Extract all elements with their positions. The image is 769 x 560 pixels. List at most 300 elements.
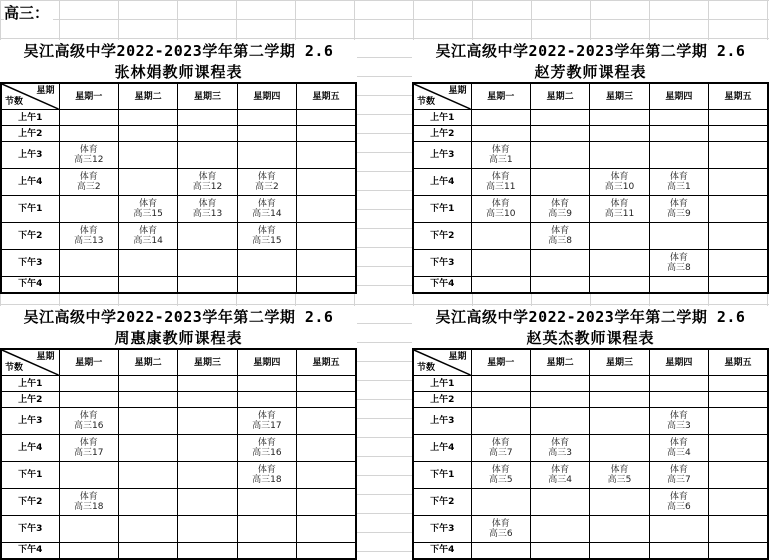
schedule-cell [471, 392, 530, 408]
class-text: 高三6 [488, 529, 513, 539]
table-row [1, 408, 356, 435]
schedule-cell [118, 169, 177, 196]
subject-text: 体育 [79, 438, 98, 448]
timetable-panel [412, 40, 769, 294]
period-label: 上午1 [413, 376, 471, 392]
period-label: 上午1 [1, 376, 59, 392]
schedule-cell [178, 250, 237, 277]
schedule-cell [59, 110, 118, 126]
schedule-cell [237, 250, 296, 277]
schedule-cell [178, 277, 237, 293]
schedule-cell [118, 516, 177, 543]
table-row [1, 516, 356, 543]
corner-day-label: 星期 [448, 352, 467, 362]
schedule-cell [530, 223, 589, 250]
class-text: 高三2 [255, 182, 279, 192]
schedule-cell [237, 142, 296, 169]
table-row [1, 376, 356, 392]
schedule-cell [590, 126, 649, 142]
schedule-cell [118, 543, 177, 559]
schedule-cell [649, 489, 708, 516]
schedule-cell [59, 543, 118, 559]
period-label: 下午2 [1, 223, 59, 250]
schedule-cell [530, 142, 589, 169]
table-row [1, 435, 356, 462]
class-text: 高三6 [667, 502, 691, 512]
day-header: 星期三 [178, 349, 237, 376]
period-label: 下午4 [413, 277, 471, 293]
class-text: 高三3 [667, 421, 691, 431]
table-row [1, 223, 356, 250]
class-text: 高三14 [133, 236, 163, 246]
schedule-cell [237, 169, 296, 196]
schedule-cell [530, 392, 589, 408]
subject-text: 体育 [551, 438, 570, 448]
day-header: 星期五 [297, 83, 356, 110]
schedule-cell [649, 376, 708, 392]
schedule-cell [649, 126, 708, 142]
schedule-cell [59, 169, 118, 196]
schedule-cell [649, 169, 708, 196]
subject-text: 体育 [257, 438, 276, 448]
period-label: 下午2 [413, 489, 471, 516]
schedule-cell [297, 408, 356, 435]
schedule-cell [530, 250, 589, 277]
table-row [1, 169, 356, 196]
subject-text: 体育 [257, 465, 276, 475]
class-text: 高三17 [252, 421, 282, 431]
day-header: 星期一 [59, 349, 118, 376]
subject-text: 体育 [198, 199, 217, 209]
schedule-cell [530, 126, 589, 142]
day-header: 星期一 [59, 83, 118, 110]
sheet-title: 高三： [4, 2, 53, 23]
corner-period-label: 节数 [417, 363, 436, 373]
schedule-cell [118, 110, 177, 126]
class-text: 高三8 [667, 263, 691, 273]
subject-text: 体育 [669, 465, 688, 475]
corner-header [413, 349, 471, 376]
period-label: 上午3 [1, 142, 59, 169]
schedule-cell [649, 110, 708, 126]
class-text: 高三11 [485, 182, 516, 192]
teacher-timetable-title: 赵芳教师课程表 [534, 63, 647, 81]
schedule-cell [297, 543, 356, 559]
subject-text: 体育 [669, 411, 688, 421]
corner-day-label: 星期 [36, 86, 55, 96]
period-label: 上午3 [413, 142, 471, 169]
class-text: 高三3 [548, 448, 572, 458]
school-term-heading: 吴江高级中学2022-2023学年第二学期 2.6 [435, 42, 746, 60]
table-row [413, 142, 768, 169]
subject-text: 体育 [79, 492, 98, 502]
period-label: 上午2 [1, 126, 59, 142]
schedule-cell [59, 223, 118, 250]
corner-header [1, 349, 59, 376]
class-text: 高三16 [252, 448, 282, 458]
schedule-cell [178, 196, 237, 223]
schedule-cell [178, 516, 237, 543]
table-row [413, 392, 768, 408]
day-header: 星期五 [709, 349, 768, 376]
schedule-cell [471, 110, 530, 126]
schedule-cell [709, 110, 768, 126]
schedule-cell [590, 142, 649, 169]
schedule-cell [118, 126, 177, 142]
schedule-cell [237, 489, 296, 516]
schedule-cell [59, 376, 118, 392]
day-header: 星期四 [649, 83, 708, 110]
schedule-cell [530, 462, 589, 489]
day-header: 星期一 [471, 83, 530, 110]
day-header: 星期五 [297, 349, 356, 376]
period-label: 上午1 [413, 110, 471, 126]
class-text: 高三15 [252, 236, 282, 246]
subject-text: 体育 [610, 172, 629, 182]
timetable-grid [412, 348, 769, 560]
schedule-cell [530, 408, 589, 435]
schedule-cell [709, 543, 768, 559]
period-label: 下午4 [413, 543, 471, 559]
schedule-cell [297, 277, 356, 293]
period-label: 上午4 [1, 169, 59, 196]
table-row [1, 126, 356, 142]
table-row [1, 250, 356, 277]
schedule-cell [471, 196, 530, 223]
day-header: 星期二 [530, 83, 589, 110]
schedule-cell [237, 376, 296, 392]
schedule-cell [471, 435, 530, 462]
day-header: 星期四 [237, 349, 296, 376]
schedule-cell [590, 250, 649, 277]
schedule-cell [237, 196, 296, 223]
schedule-cell [178, 110, 237, 126]
subject-text: 体育 [551, 199, 570, 209]
schedule-cell [297, 489, 356, 516]
subject-text: 体育 [491, 199, 510, 209]
period-label: 下午1 [1, 462, 59, 489]
schedule-cell [59, 250, 118, 277]
school-term-heading: 吴江高级中学2022-2023学年第二学期 2.6 [23, 308, 334, 326]
schedule-cell [59, 392, 118, 408]
class-text: 高三17 [73, 448, 104, 458]
class-text: 高三8 [548, 236, 572, 246]
subject-text: 体育 [610, 199, 629, 209]
corner-header [1, 83, 59, 110]
timetable-panel [412, 306, 769, 560]
schedule-cell [530, 489, 589, 516]
schedule-cell [530, 196, 589, 223]
schedule-cell [530, 376, 589, 392]
schedule-cell [709, 277, 768, 293]
schedule-cell [59, 196, 118, 223]
schedule-cell [590, 392, 649, 408]
schedule-cell [237, 462, 296, 489]
schedule-cell [118, 408, 177, 435]
table-row [413, 250, 768, 277]
schedule-cell [297, 392, 356, 408]
schedule-cell [178, 376, 237, 392]
table-row [413, 435, 768, 462]
schedule-cell [297, 376, 356, 392]
class-text: 高三10 [604, 182, 635, 192]
class-text: 高三4 [667, 448, 691, 458]
teacher-timetable-title: 赵英杰教师课程表 [526, 329, 655, 347]
day-header: 星期二 [530, 349, 589, 376]
schedule-cell [530, 435, 589, 462]
table-row [1, 462, 356, 489]
schedule-cell [471, 543, 530, 559]
subject-text: 体育 [551, 465, 570, 475]
schedule-cell [709, 376, 768, 392]
schedule-cell [297, 435, 356, 462]
table-row [1, 110, 356, 126]
school-term-heading: 吴江高级中学2022-2023学年第二学期 2.6 [23, 42, 334, 60]
table-row [413, 462, 768, 489]
period-label: 上午4 [1, 435, 59, 462]
schedule-cell [297, 223, 356, 250]
schedule-cell [178, 392, 237, 408]
schedule-cell [649, 196, 708, 223]
day-header: 星期二 [118, 83, 177, 110]
schedule-cell [649, 223, 708, 250]
subject-text: 体育 [79, 226, 98, 236]
schedule-cell [118, 196, 177, 223]
schedule-cell [178, 462, 237, 489]
subject-text: 体育 [139, 226, 158, 236]
table-row [413, 376, 768, 392]
schedule-cell [649, 462, 708, 489]
subject-text: 体育 [610, 465, 629, 475]
schedule-cell [471, 169, 530, 196]
schedule-cell [178, 126, 237, 142]
schedule-cell [649, 543, 708, 559]
schedule-cell [649, 250, 708, 277]
corner-period-label: 节数 [5, 97, 24, 107]
schedule-cell [178, 435, 237, 462]
schedule-cell [709, 516, 768, 543]
schedule-cell [237, 277, 296, 293]
schedule-cell [590, 376, 649, 392]
class-text: 高三15 [133, 209, 163, 219]
day-header: 星期一 [471, 349, 530, 376]
period-label: 上午1 [1, 110, 59, 126]
schedule-cell [709, 392, 768, 408]
schedule-cell [471, 277, 530, 293]
schedule-cell [649, 142, 708, 169]
subject-text: 体育 [491, 145, 510, 155]
schedule-cell [59, 142, 118, 169]
schedule-cell [471, 462, 530, 489]
timetable-grid [0, 348, 357, 560]
schedule-cell [237, 223, 296, 250]
schedule-cell [471, 126, 530, 142]
table-row [413, 543, 768, 559]
schedule-cell [237, 516, 296, 543]
class-text: 高三7 [667, 475, 691, 485]
period-label: 上午2 [413, 126, 471, 142]
schedule-cell [118, 435, 177, 462]
class-text: 高三14 [252, 209, 282, 219]
schedule-cell [590, 543, 649, 559]
schedule-cell [59, 126, 118, 142]
class-text: 高三1 [488, 155, 513, 165]
timetable-grid [0, 82, 357, 294]
period-label: 下午2 [413, 223, 471, 250]
schedule-cell [59, 516, 118, 543]
schedule-cell [590, 462, 649, 489]
schedule-cell [59, 462, 118, 489]
period-label: 下午1 [413, 462, 471, 489]
schedule-cell [590, 223, 649, 250]
class-text: 高三13 [73, 236, 104, 246]
class-text: 高三2 [76, 182, 101, 192]
class-text: 高三18 [73, 502, 104, 512]
teacher-timetable-title: 周惠康教师课程表 [114, 329, 243, 347]
class-text: 高三12 [73, 155, 104, 165]
schedule-cell [118, 489, 177, 516]
schedule-cell [649, 392, 708, 408]
corner-day-label: 星期 [448, 86, 467, 96]
period-label: 上午4 [413, 169, 471, 196]
schedule-cell [709, 196, 768, 223]
subject-text: 体育 [491, 465, 510, 475]
schedule-cell [297, 142, 356, 169]
period-label: 上午2 [1, 392, 59, 408]
class-text: 高三1 [667, 182, 691, 192]
class-text: 高三5 [488, 475, 513, 485]
schedule-cell [709, 489, 768, 516]
class-text: 高三4 [548, 475, 572, 485]
schedule-cell [118, 277, 177, 293]
schedule-cell [178, 223, 237, 250]
day-header: 星期四 [649, 349, 708, 376]
schedule-cell [178, 543, 237, 559]
schedule-cell [709, 142, 768, 169]
schedule-cell [237, 435, 296, 462]
table-row [1, 543, 356, 559]
period-label: 下午2 [1, 489, 59, 516]
table-row [413, 110, 768, 126]
schedule-cell [297, 516, 356, 543]
subject-text: 体育 [79, 145, 98, 155]
schedule-cell [237, 110, 296, 126]
subject-text: 体育 [491, 438, 510, 448]
table-row [1, 392, 356, 408]
schedule-cell [178, 142, 237, 169]
subject-text: 体育 [79, 411, 98, 421]
corner-day-label: 星期 [36, 352, 55, 362]
day-header: 星期三 [178, 83, 237, 110]
schedule-cell [709, 169, 768, 196]
subject-text: 体育 [669, 492, 688, 502]
schedule-cell [471, 408, 530, 435]
school-term-heading: 吴江高级中学2022-2023学年第二学期 2.6 [435, 308, 746, 326]
subject-text: 体育 [257, 199, 276, 209]
schedule-cell [709, 250, 768, 277]
corner-period-label: 节数 [417, 97, 436, 107]
period-label: 下午3 [1, 250, 59, 277]
day-header: 星期三 [590, 349, 649, 376]
schedule-cell [590, 169, 649, 196]
subject-text: 体育 [491, 519, 510, 529]
schedule-cell [297, 462, 356, 489]
subject-text: 体育 [257, 172, 276, 182]
subject-text: 体育 [669, 438, 688, 448]
schedule-cell [59, 277, 118, 293]
day-header: 星期二 [118, 349, 177, 376]
corner-header [413, 83, 471, 110]
schedule-cell [178, 408, 237, 435]
schedule-cell [709, 126, 768, 142]
schedule-cell [590, 435, 649, 462]
schedule-cell [590, 489, 649, 516]
schedule-cell [178, 169, 237, 196]
table-row [1, 142, 356, 169]
schedule-cell [297, 126, 356, 142]
subject-text: 体育 [257, 226, 276, 236]
schedule-cell [649, 408, 708, 435]
subject-text: 体育 [139, 199, 158, 209]
schedule-cell [530, 543, 589, 559]
schedule-cell [297, 196, 356, 223]
schedule-cell [590, 516, 649, 543]
table-row [1, 489, 356, 516]
class-text: 高三12 [192, 182, 223, 192]
period-label: 下午4 [1, 277, 59, 293]
schedule-cell [590, 110, 649, 126]
class-text: 高三13 [192, 209, 223, 219]
schedule-cell [118, 223, 177, 250]
schedule-cell [590, 196, 649, 223]
table-row [413, 126, 768, 142]
class-text: 高三5 [607, 475, 632, 485]
schedule-cell [471, 250, 530, 277]
subject-text: 体育 [669, 253, 688, 263]
period-label: 上午2 [413, 392, 471, 408]
schedule-cell [709, 408, 768, 435]
timetable-grid [412, 82, 769, 294]
schedule-cell [118, 142, 177, 169]
schedule-cell [237, 392, 296, 408]
day-header: 星期三 [590, 83, 649, 110]
schedule-cell [649, 277, 708, 293]
schedule-cell [590, 408, 649, 435]
schedule-cell [297, 110, 356, 126]
schedule-cell [649, 516, 708, 543]
schedule-cell [649, 435, 708, 462]
timetable-panel [0, 40, 357, 294]
class-text: 高三16 [73, 421, 104, 431]
schedule-cell [118, 392, 177, 408]
schedule-cell [471, 376, 530, 392]
schedule-cell [530, 277, 589, 293]
class-text: 高三9 [667, 209, 691, 219]
schedule-cell [530, 169, 589, 196]
class-text: 高三10 [485, 209, 516, 219]
table-row [413, 489, 768, 516]
table-row [413, 223, 768, 250]
schedule-cell [471, 516, 530, 543]
schedule-cell [709, 435, 768, 462]
period-label: 下午1 [413, 196, 471, 223]
schedule-cell [59, 435, 118, 462]
schedule-cell [471, 223, 530, 250]
timetable-panel [0, 306, 357, 560]
day-header: 星期五 [709, 83, 768, 110]
period-label: 下午3 [413, 250, 471, 277]
day-header: 星期四 [237, 83, 296, 110]
